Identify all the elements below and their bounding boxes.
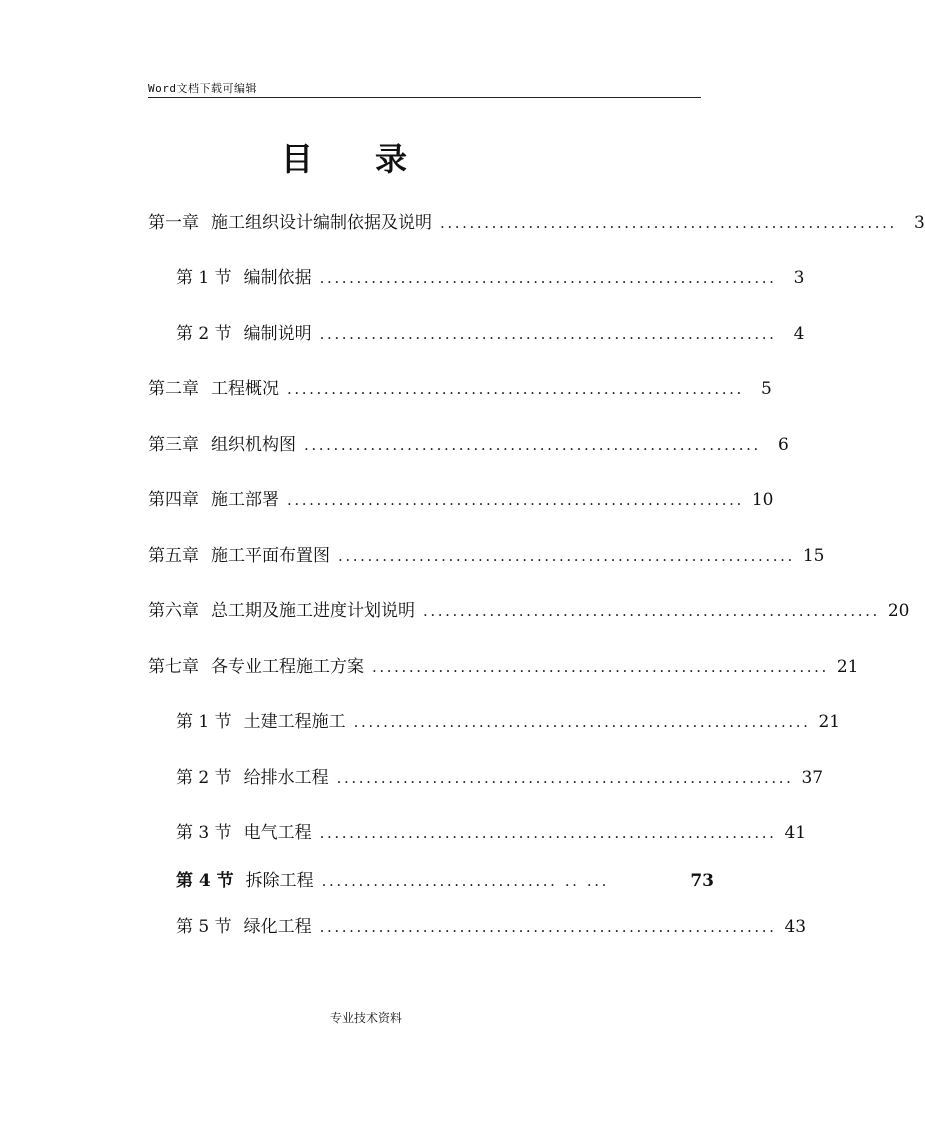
toc-leader: .............................................................. (319, 918, 777, 936)
toc-label: 拆除工程 (245, 871, 314, 891)
toc-leader: .............................................................. (353, 713, 811, 731)
toc-page: 15 (802, 546, 825, 566)
toc-entry[interactable] (148, 596, 910, 621)
toc-entry[interactable] (148, 374, 772, 399)
toc-number: 第六章 (148, 601, 199, 621)
toc-leader: .............................................................. (319, 824, 777, 842)
toc-page: 3 (914, 213, 925, 233)
toc-number: 第四章 (148, 490, 199, 510)
title-char-1: 目 (281, 140, 314, 178)
toc-entry[interactable] (176, 763, 824, 788)
header-text: Word文档下载可编辑 (148, 82, 257, 95)
toc-number: 第 1 节 (176, 268, 232, 288)
toc-leader: .............................................................. (304, 436, 761, 454)
toc-label: 施工部署 (211, 490, 279, 510)
toc-page: 6 (778, 435, 789, 455)
toc-label: 施工组织设计编制依据及说明 (211, 213, 432, 233)
toc-number: 第 2 节 (176, 768, 232, 788)
toc-leader: .............................................................. (372, 658, 829, 676)
toc-page: 41 (784, 823, 807, 843)
toc-label: 施工平面布置图 (211, 546, 330, 566)
toc-number: 第 1 节 (176, 712, 232, 732)
toc-leader: .............................................................. (336, 769, 794, 787)
toc-label: 各专业工程施工方案 (211, 657, 364, 677)
toc-label: 编制依据 (243, 268, 312, 288)
header-rule (148, 97, 701, 98)
toc-page: 21 (818, 712, 841, 732)
toc-label: 电气工程 (243, 823, 312, 843)
toc-leader: .............................................................. (440, 214, 897, 232)
toc-label: 给排水工程 (243, 768, 329, 788)
toc-page: 37 (801, 768, 824, 788)
toc-entry[interactable] (148, 652, 859, 677)
title-char-2: 录 (375, 140, 408, 178)
toc-entry[interactable] (148, 541, 825, 566)
footer-text: 专业技术资料 (330, 1011, 403, 1025)
toc-label: 组织机构图 (211, 435, 296, 455)
toc-leader: .............................................................. (338, 547, 795, 565)
toc-label: 绿化工程 (243, 917, 312, 937)
toc-number: 第 4 节 (176, 871, 234, 891)
toc-leader: .............................................................. (287, 491, 744, 509)
toc-entry[interactable] (148, 208, 925, 233)
toc-label: 编制说明 (243, 324, 312, 344)
toc-entry[interactable] (148, 485, 774, 510)
toc-leader: ................................ .. ... (321, 872, 610, 890)
toc-page: 5 (761, 379, 772, 399)
toc-page: 73 (690, 871, 714, 891)
toc-entry[interactable] (176, 912, 807, 937)
toc-leader: .............................................................. (423, 602, 880, 620)
toc-page: 4 (793, 324, 805, 344)
toc-page: 20 (887, 601, 910, 621)
toc-leader: .............................................................. (319, 325, 777, 343)
toc-number: 第一章 (148, 213, 199, 233)
toc-number: 第七章 (148, 657, 199, 677)
toc-number: 第五章 (148, 546, 199, 566)
toc-entry[interactable] (176, 319, 805, 344)
toc-leader: .............................................................. (319, 269, 777, 287)
toc-page: 21 (836, 657, 859, 677)
toc-label: 总工期及施工进度计划说明 (211, 601, 415, 621)
toc-entry[interactable] (176, 707, 841, 732)
toc-number: 第二章 (148, 379, 199, 399)
toc-number: 第 2 节 (176, 324, 232, 344)
toc-entry[interactable] (148, 430, 789, 455)
toc-number: 第 3 节 (176, 823, 232, 843)
toc-page: 3 (793, 268, 805, 288)
toc-page: 10 (751, 490, 774, 510)
toc-entry[interactable] (176, 263, 805, 288)
toc-entry[interactable] (176, 818, 807, 843)
toc-label: 土建工程施工 (243, 712, 346, 732)
toc-page: 43 (784, 917, 807, 937)
toc-leader: .............................................................. (287, 380, 744, 398)
toc-label: 工程概况 (211, 379, 279, 399)
toc-number: 第三章 (148, 435, 199, 455)
toc-entry[interactable] (176, 866, 714, 890)
toc-number: 第 5 节 (176, 917, 232, 937)
